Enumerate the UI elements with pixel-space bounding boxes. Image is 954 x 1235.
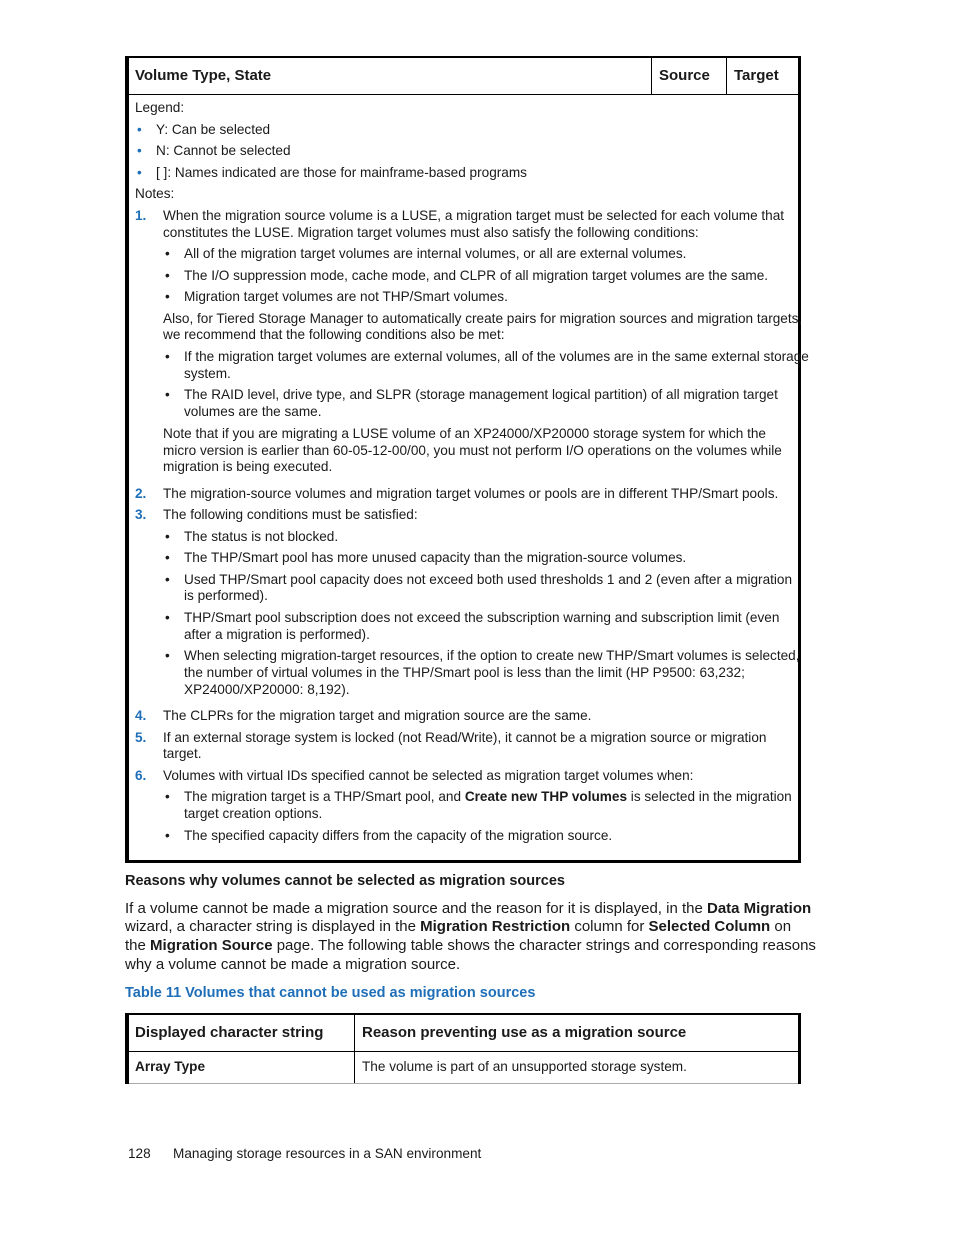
text-fragment: If a volume cannot be made a migration source and the reason for it is displayed, in the xyxy=(125,900,707,917)
migration-source-term: Migration Source xyxy=(150,937,273,954)
create-new-thp-volumes-option: Create new THP volumes xyxy=(464,789,628,804)
note-bullet-text: The status is not blocked. xyxy=(184,529,339,544)
text-fragment: the xyxy=(125,937,151,954)
note-bullet-text: All of the migration target volumes are internal volumes, or all are external volumes. xyxy=(184,246,687,261)
note-text: The CLPRs for the migration target and migration source are the same. xyxy=(163,708,592,723)
note-number: 4. xyxy=(135,708,147,723)
note-bullet: • xyxy=(165,529,170,544)
note-text: target. xyxy=(163,746,202,761)
header-volume-type-state: Volume Type, State xyxy=(135,67,272,84)
selected-column-term: Selected Column xyxy=(648,918,771,935)
footer-title: Managing storage resources in a SAN environment xyxy=(173,1146,482,1161)
note-text: we recommend that the following conditions also be met: xyxy=(163,327,505,342)
header-displayed-string: Displayed character string xyxy=(135,1024,324,1041)
note-text: micro version is earlier than 60-05-12-00/00, you must not perform I/O operations on the volumes while xyxy=(163,443,782,458)
note-text: If an external storage system is locked (not Read/Write), it cannot be a migration source or migration xyxy=(163,730,767,745)
note-bullet-text: The THP/Smart pool has more unused capacity than the migration-source volumes. xyxy=(184,550,687,565)
note-bullet: • xyxy=(165,789,170,804)
text-fragment: page. The following table shows the character strings and corresponding reasons xyxy=(272,937,816,954)
note-bullet-text: the number of virtual volumes in the THP/Smart pool is less than the limit (HP P9500: 63,232; xyxy=(184,665,745,680)
column-divider xyxy=(651,58,652,94)
note-text: Note that if you are migrating a LUSE volume of an XP24000/XP20000 storage system for which the xyxy=(163,426,766,441)
section-heading: Reasons why volumes cannot be selected as migration sources xyxy=(125,873,565,889)
legend-item: [ ]: Names indicated are those for mainframe-based programs xyxy=(156,165,527,180)
text-fragment: wizard, a character string is displayed in the xyxy=(125,918,421,935)
note-bullet-text: When selecting migration-target resources, if the option to create new THP/Smart volumes is selected, xyxy=(184,648,800,663)
header-target: Target xyxy=(734,67,779,84)
table-header-row xyxy=(129,1015,798,1052)
note-bullet-text: The I/O suppression mode, cache mode, and CLPR of all migration target volumes are the same. xyxy=(184,268,769,283)
notes-label: Notes: xyxy=(135,186,175,201)
note-bullet-text: volumes are the same. xyxy=(184,404,322,419)
data-migration-term: Data Migration xyxy=(707,900,812,917)
note-bullet-text: target creation options. xyxy=(184,806,323,821)
note-bullet: • xyxy=(165,246,170,261)
note-bullet: • xyxy=(165,550,170,565)
note-bullet: • xyxy=(165,268,170,283)
note-text: When the migration source volume is a LUSE, a migration target must be selected for each volume that xyxy=(163,208,785,223)
note-text: The migration-source volumes and migration target volumes or pools are in different THP/Smart pools. xyxy=(163,486,779,501)
table-header-row xyxy=(129,58,798,95)
note-bullet: • xyxy=(165,572,170,587)
legend-item: N: Cannot be selected xyxy=(156,143,291,158)
note-number: 1. xyxy=(135,208,147,223)
row-divider xyxy=(129,1083,798,1084)
note-text: The following conditions must be satisfied: xyxy=(163,507,418,522)
note-bullet-text: THP/Smart pool subscription does not exceed the subscription warning and subscription limit (even xyxy=(184,610,780,625)
note-text: migration is being executed. xyxy=(163,459,333,474)
note-number: 6. xyxy=(135,768,147,783)
legend-bullet: • xyxy=(137,165,142,180)
header-reason: Reason preventing use as a migration source xyxy=(362,1024,687,1041)
paragraph-line xyxy=(125,937,816,956)
note-text: constitutes the LUSE. Migration target volumes must also satisfy the following conditions: xyxy=(163,225,699,240)
column-divider xyxy=(726,58,727,94)
legend-bullet: • xyxy=(137,122,142,137)
table-cell-string: Array Type xyxy=(135,1059,206,1074)
table-body-legend-notes xyxy=(129,94,809,860)
note-text: Also, for Tiered Storage Manager to automatically create pairs for migration sources and migration targets, xyxy=(163,311,803,326)
note-bullet-text: after a migration is performed). xyxy=(184,627,370,642)
note-bullet: • xyxy=(165,610,170,625)
note-number: 2. xyxy=(135,486,147,501)
column-divider xyxy=(354,1015,355,1084)
note-number: 5. xyxy=(135,730,147,745)
table-cell-reason: The volume is part of an unsupported storage system. xyxy=(362,1059,687,1074)
paragraph-line xyxy=(125,900,811,919)
table-caption: Table 11 Volumes that cannot be used as migration sources xyxy=(125,985,536,1001)
legend-item: Y: Can be selected xyxy=(156,122,271,137)
text-fragment: column for xyxy=(570,918,649,935)
note-bullet: • xyxy=(165,349,170,364)
note-number: 3. xyxy=(135,507,147,522)
note-text-fragment: is selected in the migration xyxy=(627,789,792,804)
header-source: Source xyxy=(659,67,710,84)
note-bullet-text xyxy=(184,788,792,805)
note-bullet: • xyxy=(165,648,170,663)
note-bullet: • xyxy=(165,289,170,304)
note-bullet: • xyxy=(165,387,170,402)
note-bullet: • xyxy=(165,828,170,843)
note-bullet-text: The RAID level, drive type, and SLPR (storage management logical partition) of all migration target xyxy=(184,387,778,402)
volume-type-table xyxy=(125,56,809,863)
note-bullet-text: Migration target volumes are not THP/Smart volumes. xyxy=(184,289,508,304)
note-bullet-text: Used THP/Smart pool capacity does not exceed both used thresholds 1 and 2 (even after a migration xyxy=(184,572,793,587)
legend-label: Legend: xyxy=(135,100,185,115)
paragraph-line xyxy=(125,918,791,937)
page-number: 128 xyxy=(128,1146,151,1161)
text-fragment: on xyxy=(770,918,792,935)
note-bullet-text: XP24000/XP20000: 8,192). xyxy=(184,682,350,697)
note-bullet-text: is performed). xyxy=(184,588,268,603)
paragraph-line: why a volume cannot be made a migration source. xyxy=(125,956,461,973)
note-text-fragment: The migration target is a THP/Smart pool, and xyxy=(184,789,465,804)
legend-bullet: • xyxy=(137,143,142,158)
note-bullet-text: If the migration target volumes are external volumes, all of the volumes are in the same external storage xyxy=(184,349,809,364)
volumes-unusable-table xyxy=(125,1013,801,1084)
note-bullet-text: The specified capacity differs from the capacity of the migration source. xyxy=(184,828,613,843)
note-bullet-text: system. xyxy=(184,366,231,381)
migration-restriction-term: Migration Restriction xyxy=(420,918,571,935)
note-text: Volumes with virtual IDs specified cannot be selected as migration target volumes when: xyxy=(163,768,694,783)
